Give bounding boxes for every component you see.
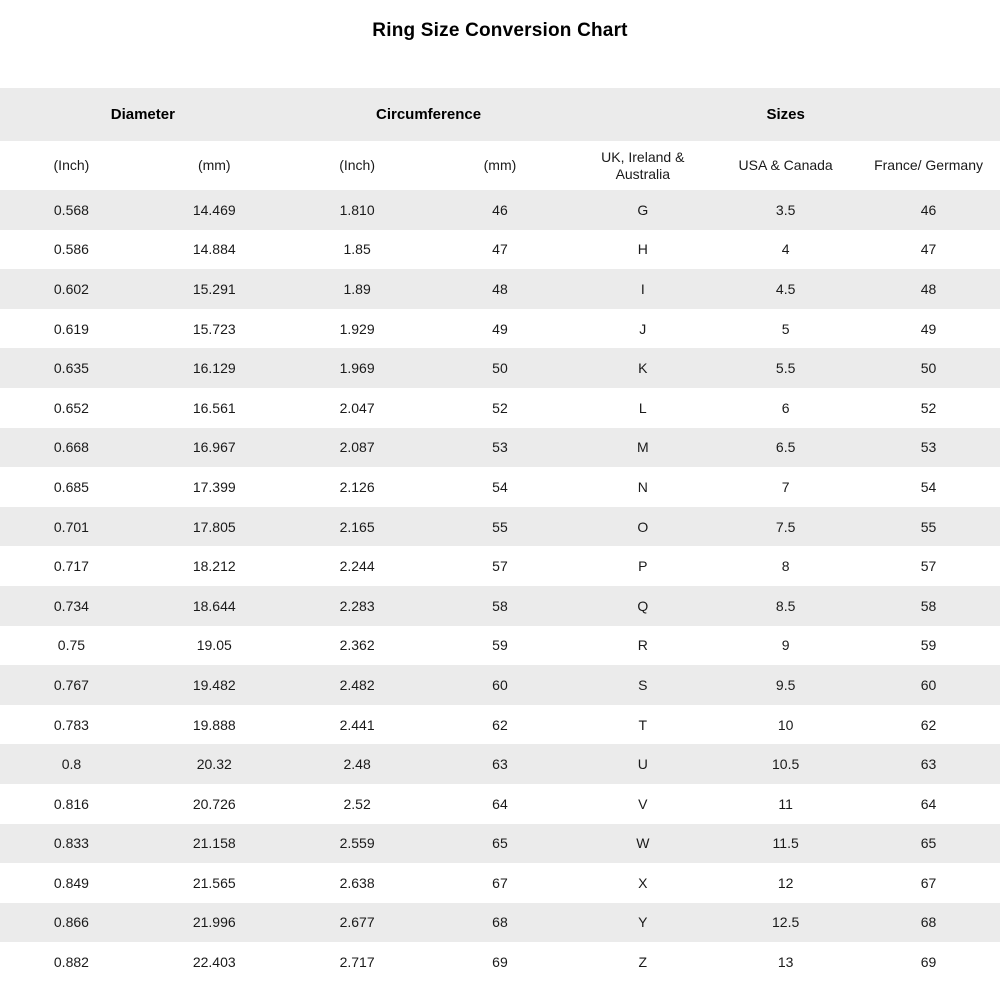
table-row: [0, 348, 1000, 388]
table-cell: 2.482: [339, 676, 375, 693]
table-cell: 69: [920, 954, 937, 971]
group-header-sizes: Sizes: [571, 88, 1000, 141]
table-cell: 57: [492, 558, 508, 575]
table-cell: 17.805: [192, 518, 236, 535]
table-row: [0, 784, 1000, 824]
table-cell: 50: [492, 360, 508, 377]
column-header-diameter-inch: (Inch): [0, 141, 143, 190]
table-row: [0, 230, 1000, 270]
table-cell: 0.635: [53, 360, 89, 377]
table-cell: 58: [920, 597, 937, 614]
table-cell: 1.89: [343, 280, 371, 297]
table-cell: 13: [777, 954, 794, 971]
table-cell: H: [637, 241, 648, 258]
table-row: [0, 665, 1000, 705]
table-cell: V: [638, 795, 648, 812]
column-header-usa-canada: USA & Canada: [714, 141, 857, 190]
table-cell: 14.469: [192, 201, 236, 218]
table-cell: 50: [920, 360, 937, 377]
table-cell: Y: [638, 914, 648, 931]
table-cell: 0.717: [53, 558, 89, 575]
table-cell: 69: [492, 954, 508, 971]
table-cell: 10.5: [772, 756, 800, 773]
table-cell: G: [637, 201, 649, 218]
table-cell: 18.644: [192, 597, 236, 614]
table-cell: 0.586: [53, 241, 89, 258]
table-row: [0, 586, 1000, 626]
table-cell: 59: [492, 637, 508, 654]
ring-size-table: [0, 88, 1000, 982]
table-cell: N: [637, 478, 648, 495]
group-header-row: [0, 88, 1000, 141]
table-cell: 15.723: [192, 320, 236, 337]
table-cell: 2.087: [339, 439, 375, 456]
table-cell: 18.212: [192, 558, 236, 575]
table-cell: 5: [781, 320, 790, 337]
table-cell: 59: [920, 637, 937, 654]
table-cell: 0.619: [53, 320, 89, 337]
table-cell: 2.362: [339, 637, 375, 654]
table-cell: 67: [492, 874, 508, 891]
table-cell: 2.126: [339, 478, 375, 495]
table-row: [0, 546, 1000, 586]
table-cell: 8: [781, 558, 790, 575]
table-cell: 52: [920, 399, 937, 416]
table-cell: 21.158: [192, 835, 236, 852]
table-cell: 2.283: [339, 597, 375, 614]
page-title: Ring Size Conversion Chart: [372, 20, 628, 41]
table-row: [0, 507, 1000, 547]
table-row: [0, 269, 1000, 309]
table-cell: 9: [781, 637, 790, 654]
table-cell: L: [638, 399, 647, 416]
table-cell: 65: [492, 835, 508, 852]
table-cell: 19.482: [192, 676, 236, 693]
table-cell: 0.8: [61, 756, 82, 773]
table-cell: 0.701: [53, 518, 89, 535]
table-cell: 16.129: [192, 360, 236, 377]
table-cell: 11: [778, 795, 793, 812]
table-cell: 63: [920, 756, 937, 773]
table-cell: 53: [920, 439, 937, 456]
table-cell: 19.05: [196, 637, 232, 654]
table-cell: 0.816: [53, 795, 89, 812]
table-cell: 16.561: [192, 399, 236, 416]
table-cell: 2.717: [339, 954, 375, 971]
table-cell: K: [638, 360, 648, 377]
table-cell: 54: [920, 478, 937, 495]
table-cell: 14.884: [192, 241, 236, 258]
table-cell: 21.996: [192, 914, 236, 931]
table-cell: 64: [492, 795, 508, 812]
table-cell: 0.602: [53, 280, 89, 297]
table-cell: U: [637, 756, 648, 773]
table-cell: 0.685: [53, 478, 89, 495]
table-cell: P: [638, 558, 648, 575]
column-header-row: [0, 141, 1000, 190]
table-cell: 11.5: [772, 835, 799, 852]
table-cell: 55: [492, 518, 508, 535]
table-cell: 46: [492, 201, 508, 218]
table-cell: S: [638, 676, 648, 693]
table-cell: 20.32: [196, 756, 232, 773]
table-cell: 47: [920, 241, 937, 258]
table-cell: M: [636, 439, 649, 456]
table-cell: X: [638, 874, 648, 891]
table-cell: 2.244: [339, 558, 375, 575]
table-header: [0, 88, 1000, 190]
table-row: [0, 942, 1000, 982]
table-cell: 2.559: [339, 835, 375, 852]
table-cell: 48: [920, 280, 937, 297]
table-cell: 0.866: [53, 914, 89, 931]
table-cell: 1.810: [339, 201, 375, 218]
table-cell: Z: [638, 954, 648, 971]
table-cell: 16.967: [192, 439, 236, 456]
group-header-circumference: Circumference: [286, 88, 572, 141]
table-cell: 12: [777, 874, 794, 891]
table-cell: 68: [920, 914, 937, 931]
table-cell: 7: [781, 478, 790, 495]
table-cell: 67: [920, 874, 937, 891]
table-row: [0, 824, 1000, 864]
table-cell: J: [639, 320, 647, 337]
table-cell: T: [638, 716, 648, 733]
table-cell: 49: [492, 320, 508, 337]
column-header-france-germany: France/ Germany: [857, 141, 1000, 190]
table-row: [0, 388, 1000, 428]
table-body: [0, 190, 1000, 982]
table-cell: 7.5: [775, 518, 796, 535]
table-cell: 47: [492, 241, 508, 258]
table-row: [0, 428, 1000, 468]
table-cell: 15.291: [192, 280, 236, 297]
table-cell: 4: [781, 241, 790, 258]
column-header-uk-ireland-australia: UK, Ireland & Australia: [571, 141, 714, 190]
table-cell: 20.726: [192, 795, 236, 812]
table-cell: R: [637, 637, 648, 654]
table-cell: 62: [920, 716, 937, 733]
table-cell: 2.52: [343, 795, 371, 812]
table-cell: 60: [920, 676, 937, 693]
table-cell: 6: [781, 399, 790, 416]
table-cell: W: [636, 835, 650, 852]
table-cell: 0.734: [53, 597, 89, 614]
table-cell: I: [640, 280, 645, 297]
table-cell: 53: [492, 439, 508, 456]
table-row: [0, 190, 1000, 230]
table-cell: 0.75: [57, 637, 86, 654]
column-header-circumference-inch: (Inch): [286, 141, 429, 190]
table-cell: 2.047: [339, 399, 375, 416]
table-cell: 2.48: [343, 756, 371, 773]
table-cell: 63: [492, 756, 508, 773]
table-cell: 52: [492, 399, 508, 416]
table-cell: 0.767: [53, 676, 89, 693]
table-cell: 0.652: [53, 399, 89, 416]
table-cell: 5.5: [775, 360, 796, 377]
table-row: [0, 309, 1000, 349]
table-cell: 3.5: [775, 201, 796, 218]
table-cell: 0.833: [53, 835, 89, 852]
column-header-diameter-mm: (mm): [143, 141, 286, 190]
table-cell: 1.929: [339, 320, 375, 337]
table-cell: 17.399: [192, 478, 236, 495]
table-cell: 64: [920, 795, 937, 812]
table-cell: 2.638: [339, 874, 375, 891]
table-cell: O: [637, 518, 649, 535]
table-row: [0, 744, 1000, 784]
table-cell: 2.441: [339, 716, 375, 733]
table-cell: 10: [777, 716, 794, 733]
table-cell: 2.165: [339, 518, 375, 535]
table-cell: 1.85: [343, 241, 371, 258]
table-row: [0, 903, 1000, 943]
table-cell: 22.403: [192, 954, 236, 971]
table-cell: 9.5: [775, 676, 796, 693]
table-cell: 49: [920, 320, 937, 337]
table-cell: 19.888: [192, 716, 236, 733]
column-header-circumference-mm: (mm): [429, 141, 572, 190]
table-cell: 0.849: [53, 874, 89, 891]
table-cell: 0.668: [53, 439, 89, 456]
table-cell: 0.783: [53, 716, 89, 733]
table-cell: 1.969: [339, 360, 375, 377]
table-cell: 57: [920, 558, 937, 575]
table-cell: 0.568: [53, 201, 89, 218]
table-cell: 58: [492, 597, 508, 614]
table-cell: 6.5: [775, 439, 796, 456]
table-row: [0, 626, 1000, 666]
table-cell: 62: [492, 716, 508, 733]
group-header-diameter: Diameter: [0, 88, 286, 141]
table-cell: 68: [492, 914, 508, 931]
table-row: [0, 467, 1000, 507]
table-cell: 55: [920, 518, 937, 535]
table-row: [0, 863, 1000, 903]
table-cell: Q: [637, 597, 649, 614]
table-row: [0, 705, 1000, 745]
table-cell: 2.677: [339, 914, 375, 931]
table-cell: 65: [920, 835, 937, 852]
table-cell: 60: [492, 676, 508, 693]
table-cell: 4.5: [775, 280, 796, 297]
table-cell: 46: [920, 201, 937, 218]
table-cell: 8.5: [775, 597, 796, 614]
table-cell: 48: [492, 280, 508, 297]
table-cell: 12.5: [772, 914, 800, 931]
table-cell: 21.565: [192, 874, 236, 891]
table-cell: 0.882: [53, 954, 89, 971]
table-cell: 54: [492, 478, 508, 495]
